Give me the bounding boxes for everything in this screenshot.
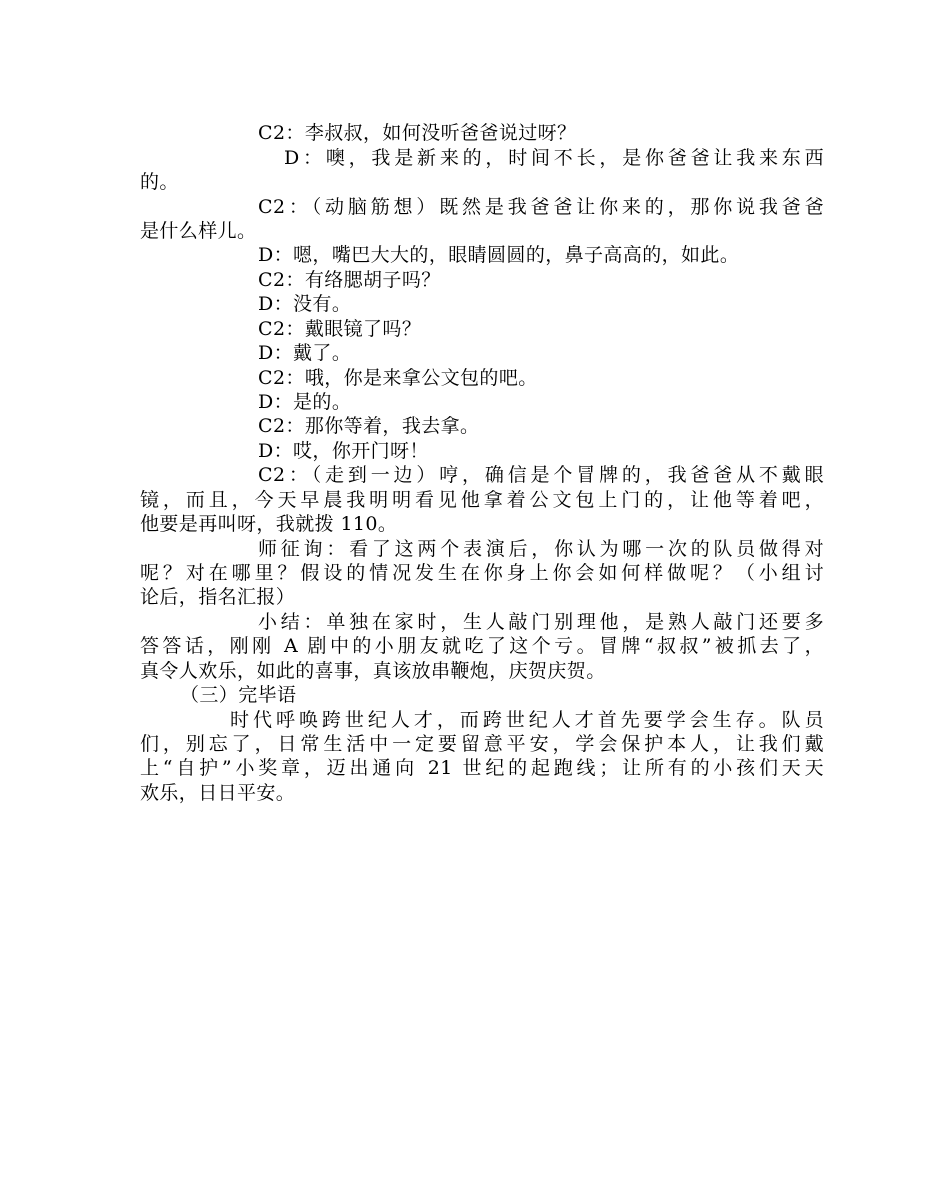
dialogue-line-d-describe: D：嗯，嘴巴大大的，眼睛圆圆的，鼻子高高的，如此。 [258, 244, 740, 266]
teacher-question: 师征询：看了这两个表演后，你认为哪一次的队员做得对 [258, 538, 824, 560]
summary-paragraph-cont: 答答话，刚刚 A 剧中的小朋友就吃了这个亏。冒牌“叔叔”被抓去了， [140, 635, 824, 657]
dialogue-line-c2-beard: C2：有络腮胡子吗？ [258, 269, 441, 291]
section-heading-closing: （三）完毕语 [180, 684, 297, 706]
dialogue-line-c2-wait: C2：那你等着，我去拿。 [258, 415, 480, 437]
dialogue-line-d-no: D：没有。 [258, 293, 352, 315]
dialogue-line-c2-briefcase: C2：哦，你是来拿公文包的吧。 [258, 367, 538, 389]
teacher-question-end: 论后，指名汇报） [140, 586, 296, 608]
dialogue-line-d-reply: D：噢，我是新来的，时间不长，是你爸爸让我来东西 [284, 147, 824, 169]
closing-paragraph-cont-1: 们，别忘了，日常生活中一定要留意平安，学会保护本人，让我们戴 [140, 733, 824, 755]
summary-paragraph: 小结：单独在家时，生人敲门别理他，是熟人敲门还要多 [258, 611, 824, 633]
dialogue-line-c2-glasses: C2：戴眼镜了吗？ [258, 318, 422, 340]
closing-paragraph-end: 欢乐，日日平安。 [140, 782, 296, 804]
summary-paragraph-end: 真令人欢乐，如此的喜事，真该放串鞭炮，庆贺庆贺。 [140, 660, 606, 682]
dialogue-line-d-reply-cont: 的。 [140, 171, 179, 193]
dialogue-line-d-open: D：哎，你开门呀！ [258, 440, 429, 462]
closing-paragraph-cont-2: 上“自护”小奖章，迈出通向 21 世纪的起跑线；让所有的小孩们天天 [140, 757, 824, 779]
dialogue-line-c2-think: C2：（动脑筋想）既然是我爸爸让你来的，那你说我爸爸 [258, 196, 824, 218]
teacher-question-cont: 呢？对在哪里？假设的情况发生在你身上你会如何样做呢？（小组讨 [140, 562, 824, 584]
dialogue-line-d-yes-glasses: D：戴了。 [258, 342, 352, 364]
dialogue-line-d-yes: D：是的。 [258, 391, 352, 413]
dialogue-line-c2-aside-end: 他要是再叫呀，我就拨 110。 [140, 513, 398, 535]
dialogue-line-c2-aside: C2：（走到一边）哼，确信是个冒牌的，我爸爸从不戴眼 [258, 464, 824, 486]
dialogue-line-c2-think-cont: 是什么样儿。 [140, 220, 257, 242]
dialogue-line-c2-question: C2：李叔叔，如何没听爸爸说过呀？ [258, 122, 577, 144]
closing-paragraph: 时代呼唤跨世纪人才，而跨世纪人才首先要学会生存。队员 [230, 709, 824, 731]
dialogue-line-c2-aside-cont: 镜，而且，今天早晨我明明看见他拿着公文包上门的，让他等着吧， [140, 489, 824, 511]
